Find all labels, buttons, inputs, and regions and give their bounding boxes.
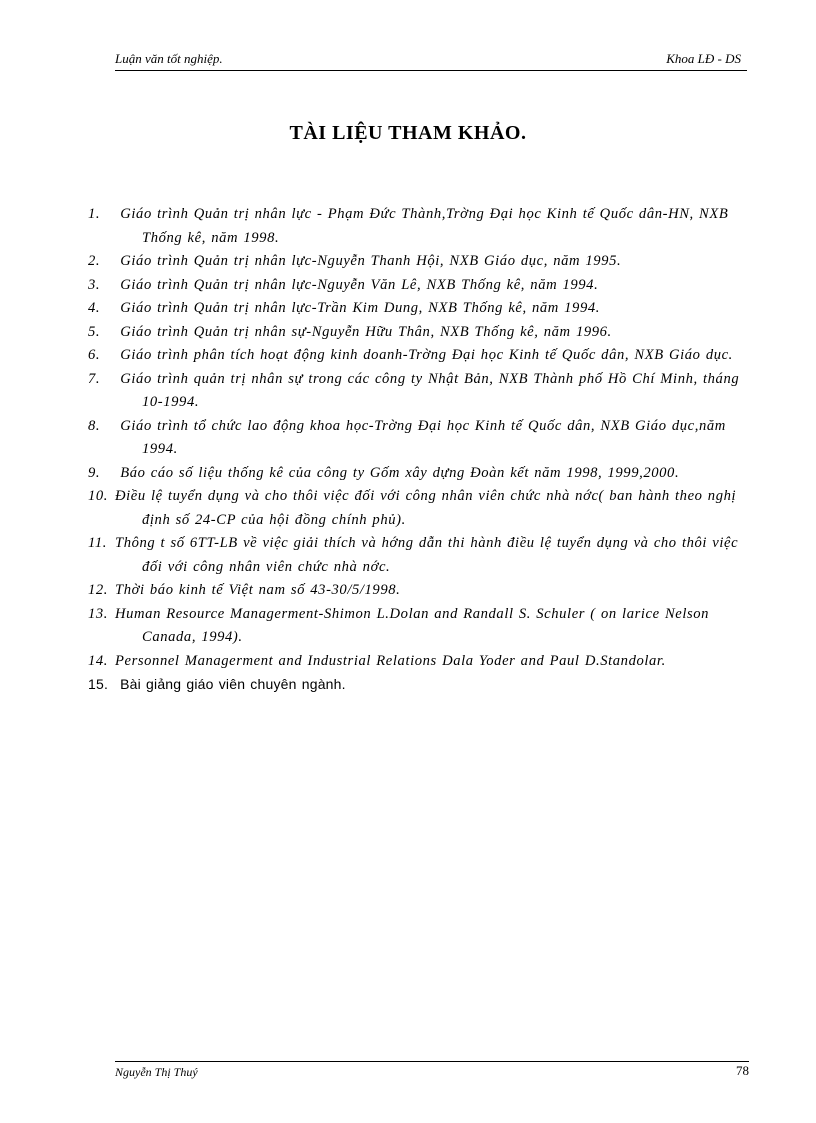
reference-item: 3. Giáo trình Quản trị nhân lực-Nguyễn Văn Lê, NXB Thống kê, năm 1994. [88, 276, 599, 293]
reference-list [88, 203, 755, 697]
page-footer [115, 1061, 749, 1082]
reference-item: 14. Personnel Managerment and Industrial Relations Dala Yoder and Paul D.Standolar. [88, 652, 666, 669]
reference-item: 4. Giáo trình Quản trị nhân lực-Trần Kim Dung, NXB Thống kê, năm 1994. [88, 300, 600, 316]
header-thesis-label: Luận văn tốt nghiệp. [115, 51, 223, 66]
reference-item: 13. Human Resource Managerment-Shimon L.Dolan and Randall S. Schuler ( on larice Nelson Canada, 1994). [88, 605, 710, 645]
reference-text: Bài giảng giáo viên chuyên ngành. [120, 676, 346, 692]
reference-item: 2. Giáo trình Quản trị nhân lực-Nguyễn Thanh Hội, NXB Giáo dục, năm 1995. [88, 253, 622, 269]
page-header [115, 48, 747, 71]
footer-author: Nguyễn Thị Thuý [115, 1065, 198, 1079]
reference-item: 10. Điều lệ tuyển dụng và cho thôi việc đối với công nhân viên chức nhà nớc( ban hành theo nghị định số 24-CP của hội đồng chính phủ). [88, 488, 737, 528]
reference-item: 15. Bài giảng giáo viên chuyên ngành. [88, 676, 346, 692]
reference-text: Personnel Managerment and Industrial Relations Dala Yoder and Paul D.Standolar. [115, 652, 666, 669]
reference-item: 8. Giáo trình tổ chức lao động khoa học-Trờng Đại học Kinh tế Quốc dân, NXB Giáo dục,năm 1994. [88, 417, 726, 457]
reference-text: Giáo trình tổ chức lao động khoa học-Trờng Đại học Kinh tế Quốc dân, NXB Giáo dục,năm 1994. [120, 417, 726, 457]
reference-text: Điều lệ tuyển dụng và cho thôi việc đối với công nhân viên chức nhà nớc( ban hành theo nghị định số 24-CP của hội đồng chính phủ). [115, 488, 737, 528]
reference-text: Giáo trình Quản trị nhân lực-Trần Kim Dung, NXB Thống kê, năm 1994. [120, 300, 600, 316]
reference-text: Giáo trình quản trị nhân sự trong các công ty Nhật Bản, NXB Thành phố Hồ Chí Minh, tháng 10-1994. [120, 370, 740, 410]
reference-text: Báo cáo số liệu thống kê của công ty Gốm xây dựng Đoàn kết năm 1998, 1999,2000. [120, 464, 680, 481]
page-number: 78 [736, 1063, 749, 1078]
header-faculty-label: Khoa LĐ - DS [666, 51, 741, 66]
reference-text: Giáo trình Quản trị nhân sự-Nguyễn Hữu Thân, NXB Thống kê, năm 1996. [120, 323, 612, 340]
reference-text: Thời báo kinh tế Việt nam số 43-30/5/1998. [115, 582, 401, 598]
reference-item: 7. Giáo trình quản trị nhân sự trong các công ty Nhật Bản, NXB Thành phố Hồ Chí Minh, tháng 10-1994. [88, 370, 740, 410]
reference-item: 6. Giáo trình phân tích hoạt động kinh doanh-Trờng Đại học Kinh tế Quốc dân, NXB Giáo dục. [88, 347, 733, 363]
reference-text: Giáo trình Quản trị nhân lực-Nguyễn Văn Lê, NXB Thống kê, năm 1994. [120, 276, 599, 293]
reference-item: 5. Giáo trình Quản trị nhân sự-Nguyễn Hữu Thân, NXB Thống kê, năm 1996. [88, 323, 612, 340]
page-title: TÀI LIỆU THAM KHẢO. [289, 122, 527, 144]
reference-text: Human Resource Managerment-Shimon L.Dolan and Randall S. Schuler ( on larice Nelson Canada, 1994). [115, 605, 710, 645]
reference-item: 1. Giáo trình Quản trị nhân lực - Phạm Đức Thành,Trờng Đại học Kinh tế Quốc dân-HN, NXB Thống kê, năm 1998. [88, 206, 729, 246]
reference-text: Giáo trình Quản trị nhân lực - Phạm Đức Thành,Trờng Đại học Kinh tế Quốc dân-HN, NXB Thống kê, năm 1998. [120, 206, 729, 246]
reference-item: 11. Thông t số 6TT-LB về việc giải thích và hớng dẫn thi hành điều lệ tuyển dụng và cho thôi việc đối với công nhân viên chức nhà nớc. [88, 535, 739, 575]
reference-item: 9. Báo cáo số liệu thống kê của công ty Gốm xây dựng Đoàn kết năm 1998, 1999,2000. [88, 464, 680, 481]
reference-item: 12. Thời báo kinh tế Việt nam số 43-30/5/1998. [88, 582, 401, 598]
reference-text: Giáo trình phân tích hoạt động kinh doanh-Trờng Đại học Kinh tế Quốc dân, NXB Giáo dục. [120, 347, 733, 363]
reference-text: Thông t số 6TT-LB về việc giải thích và hớng dẫn thi hành điều lệ tuyển dụng và cho thôi việc đối với công nhân viên chức nhà nớc. [115, 535, 739, 575]
reference-text: Giáo trình Quản trị nhân lực-Nguyễn Thanh Hội, NXB Giáo dục, năm 1995. [120, 253, 622, 269]
